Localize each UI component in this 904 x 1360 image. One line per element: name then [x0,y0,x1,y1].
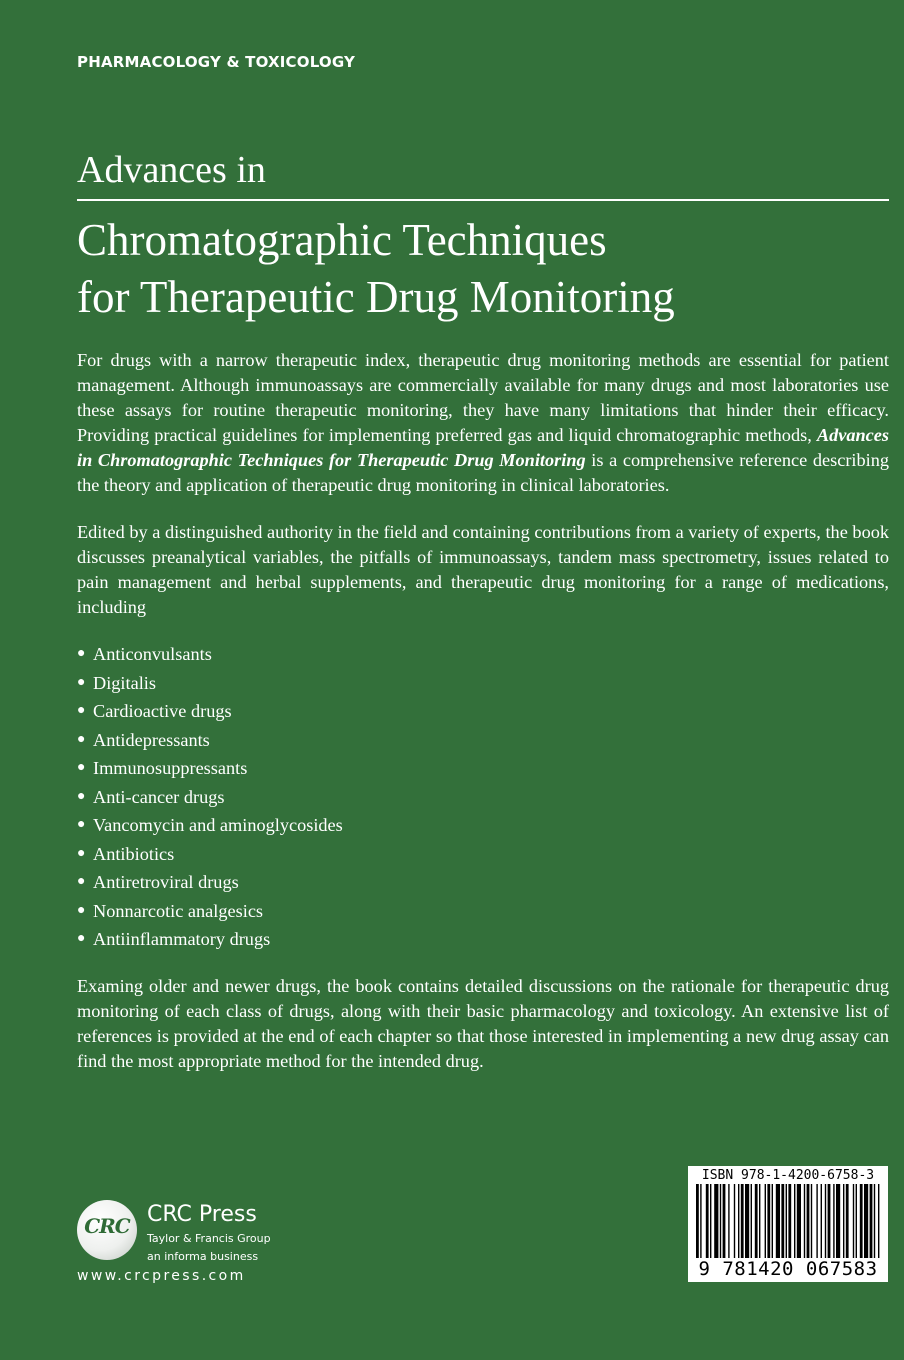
barcode-bar [807,1184,810,1258]
list-item [77,697,889,726]
bullet-icon: ● [77,817,86,832]
description-paragraph-3: Examing older and newer drugs, the book contains detailed discussions on the rationale for therapeutic drug monitoring of each class of drugs, along with their basic pharmacology and toxicology. An extensive list of references is provided at the end of each chapter so that those interested in implementing a new drug assay can find the most appropriate method for the intended drug. [77,975,889,1071]
list-item-label: Cardioactive drugs [93,701,232,721]
barcode-bar [846,1184,849,1258]
barcode-bar [710,1184,711,1258]
list-item-label: Antiinflammatory drugs [93,929,271,949]
series-label: PHARMACOLOGY & TOXICOLOGY [77,53,356,71]
barcode-bar [767,1184,770,1258]
barcode-bar [821,1184,822,1258]
list-item [77,868,889,897]
list-item [77,925,889,954]
barcode-bar [755,1184,758,1258]
barcode-bar [720,1184,721,1258]
title-line-2: for Therapeutic Drug Monitoring [77,272,675,322]
publisher-business: an informa business [147,1250,259,1263]
barcode-bar [797,1184,801,1258]
logo-lettering: CRC [84,1214,130,1238]
paragraph-1-text-b: is a comprehensive reference describing the theory and application of therapeutic drug monitoring in clinical laboratories. [77,450,889,495]
barcode-bar [772,1184,773,1258]
barcode-bar [816,1184,817,1258]
drug-list [77,640,889,954]
barcode-bar [794,1184,795,1258]
list-item [77,840,889,869]
book-title [77,212,675,326]
publisher-url: www.crcpress.com [77,1268,246,1284]
barcode-bars [696,1184,880,1258]
publisher-name: CRC Press [147,1202,257,1227]
list-item-label: Digitalis [93,672,156,693]
list-item-label: Nonnarcotic analgesics [93,900,264,921]
barcode-bar [878,1184,879,1258]
barcode-bar [786,1184,787,1258]
barcode-bar [828,1184,831,1258]
barcode-bar [759,1184,760,1258]
list-item [77,669,889,698]
barcode-bar [788,1184,791,1258]
barcode-bar [738,1184,739,1258]
list-item-label: Vancomycin and aminoglycosides [93,815,343,835]
paragraph-1-text-a: For drugs with a narrow therapeutic index, therapeutic drug monitoring methods are essential for patient management. Although immunoassays are commercially available for many drugs and most laboratories use these assays for routine therapeutic monitoring, they have many limitations that hinder their efficacy. Providing practical guidelines for implementing preferred gas and liquid chromatographic methods, [77,350,889,445]
title-prefix: Advances in [77,149,266,191]
barcode-bar [700,1184,701,1258]
barcode-bar [751,1184,752,1258]
barcode-bar [734,1184,735,1258]
barcode-bar [870,1184,873,1258]
list-item-label: Antibiotics [93,843,175,864]
crc-logo-icon [77,1200,137,1260]
list-item-label: Anticonvulsants [93,644,212,664]
barcode-bar [765,1184,766,1258]
barcode-bar [728,1184,729,1258]
bullet-icon: ● [77,731,86,747]
barcode-bar [776,1184,780,1258]
barcode-bar [833,1184,834,1258]
bullet-icon: ● [77,874,86,889]
bullet-icon: ● [77,788,86,804]
barcode [688,1166,888,1282]
barcode-bar [714,1184,718,1258]
barcode-bar [825,1184,826,1258]
bullet-icon: ● [77,760,86,775]
barcode-bar [745,1184,749,1258]
publisher-group: Taylor & Francis Group [147,1232,271,1245]
list-item [77,811,889,840]
bullet-icon: ● [77,931,86,946]
list-item [77,726,889,755]
title-line-1: Chromatographic Techniques [77,215,607,265]
bullet-icon: ● [77,674,86,690]
bullet-icon: ● [77,703,86,718]
barcode-bar [853,1184,854,1258]
isbn-text: ISBN 978-1-4200-6758-3 [701,1168,875,1183]
bullet-icon: ● [77,646,86,661]
description-paragraph-1 [77,348,889,498]
barcode-bar [843,1184,844,1258]
barcode-bar [696,1184,699,1258]
barcode-bar [706,1184,709,1258]
title-divider [77,199,889,201]
barcode-bar [864,1184,868,1258]
barcode-bar [860,1184,863,1258]
bullet-icon: ● [77,902,86,918]
barcode-bar [811,1184,812,1258]
barcode-number: 9 781420 067583 [698,1258,878,1280]
barcode-bar [723,1184,726,1258]
book-title-reference: Advances in Chromatographic Techniques for Therapeutic Drug Monitoring [77,425,889,470]
bullet-icon: ● [77,845,86,861]
list-item-label: Immunosuppressants [93,758,248,778]
list-item [77,754,889,783]
list-item [77,640,889,669]
list-item [77,897,889,926]
description-paragraph-2: Edited by a distinguished authority in the field and containing contributions from a variety of experts, the book discusses preanalytical variables, the pitfalls of immunoassays, tandem mass spectrometry, issues related to pain management and herbal supplements, and therapeutic drug monitoring for a range of medications, including [77,522,889,617]
list-item-label: Antidepressants [93,729,210,750]
list-item [77,783,889,812]
barcode-bar [781,1184,784,1258]
list-item-label: Anti-cancer drugs [93,786,225,807]
barcode-bar [856,1184,857,1258]
description [77,348,889,1096]
list-item-label: Antiretroviral drugs [93,872,239,892]
barcode-bar [804,1184,805,1258]
barcode-bar [874,1184,875,1258]
barcode-bar [836,1184,840,1258]
barcode-bar [741,1184,744,1258]
